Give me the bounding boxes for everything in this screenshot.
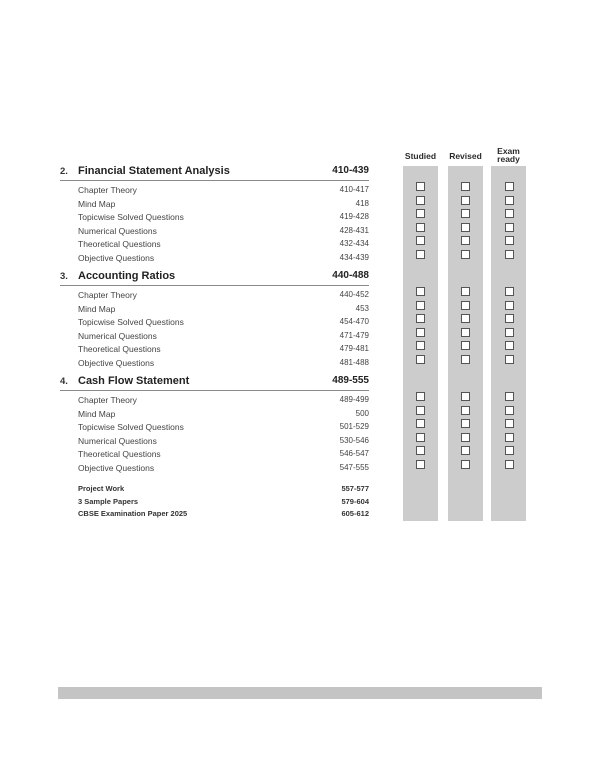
checkbox-revised[interactable] xyxy=(461,209,470,218)
checkbox-exam-ready[interactable] xyxy=(505,328,514,337)
checkbox-exam-ready[interactable] xyxy=(505,419,514,428)
extra-label: CBSE Examination Paper 2025 xyxy=(78,509,188,518)
list-item xyxy=(60,461,369,475)
checkbox-revised[interactable] xyxy=(461,392,470,401)
item-label: Topicwise Solved Questions xyxy=(78,317,184,327)
list-item xyxy=(60,288,369,302)
checkbox-exam-ready[interactable] xyxy=(505,433,514,442)
item-pages: 500 xyxy=(355,408,369,418)
footer-bar xyxy=(58,687,542,699)
checkbox-studied[interactable] xyxy=(416,287,425,296)
item-pages: 471-479 xyxy=(339,330,369,340)
checkbox-exam-ready[interactable] xyxy=(505,446,514,455)
chapter-title: Financial Statement Analysis xyxy=(78,165,230,177)
checkbox-exam-ready[interactable] xyxy=(505,250,514,259)
checkbox-exam-ready[interactable] xyxy=(505,182,514,191)
item-label: Topicwise Solved Questions xyxy=(78,422,184,432)
checkbox-revised[interactable] xyxy=(461,314,470,323)
list-item xyxy=(78,484,369,497)
checkbox-exam-ready[interactable] xyxy=(505,209,514,218)
item-label: Numerical Questions xyxy=(78,435,157,446)
checkbox-exam-ready[interactable] xyxy=(505,341,514,350)
chapter-section xyxy=(60,376,369,474)
checkbox-exam-ready[interactable] xyxy=(505,392,514,401)
checkbox-studied[interactable] xyxy=(416,250,425,259)
list-item xyxy=(60,197,369,211)
checkbox-exam-ready[interactable] xyxy=(505,301,514,310)
checkbox-studied[interactable] xyxy=(416,314,425,323)
list-item xyxy=(60,302,369,316)
item-label: Topicwise Solved Questions xyxy=(78,212,184,222)
list-item xyxy=(60,329,369,343)
chapter-heading xyxy=(60,376,369,391)
column-header-exam-ready xyxy=(491,147,526,163)
list-item xyxy=(60,315,369,329)
list-item xyxy=(78,509,369,522)
chapter-title: Accounting Ratios xyxy=(78,270,176,282)
checkbox-exam-ready[interactable] xyxy=(505,355,514,364)
item-label: Theoretical Questions xyxy=(78,449,161,459)
extra-pages: 579-604 xyxy=(341,496,369,506)
checkbox-studied[interactable] xyxy=(416,328,425,337)
checkbox-exam-ready[interactable] xyxy=(505,314,514,323)
checkbox-studied[interactable] xyxy=(416,301,425,310)
list-item xyxy=(60,342,369,356)
checkbox-studied[interactable] xyxy=(416,392,425,401)
checkbox-revised[interactable] xyxy=(461,460,470,469)
checkbox-exam-ready[interactable] xyxy=(505,196,514,205)
item-label: Mind Map xyxy=(78,408,116,419)
chapter-number: 2. xyxy=(60,166,68,177)
checkbox-studied[interactable] xyxy=(416,236,425,245)
item-pages: 530-546 xyxy=(339,435,369,445)
item-label: Numerical Questions xyxy=(78,225,157,236)
extra-label: Project Work xyxy=(78,484,125,493)
chapter-heading xyxy=(60,271,369,286)
checkbox-revised[interactable] xyxy=(461,223,470,232)
item-label: Chapter Theory xyxy=(78,185,137,195)
list-item xyxy=(60,407,369,421)
checkbox-exam-ready[interactable] xyxy=(505,460,514,469)
checkbox-revised[interactable] xyxy=(461,236,470,245)
checkbox-revised[interactable] xyxy=(461,406,470,415)
item-label: Objective Questions xyxy=(78,252,155,263)
item-label: Chapter Theory xyxy=(78,395,137,405)
list-item xyxy=(60,420,369,434)
chapter-number: 4. xyxy=(60,376,68,387)
checkbox-revised[interactable] xyxy=(461,355,470,364)
checkbox-revised[interactable] xyxy=(461,446,470,455)
item-pages: 432-434 xyxy=(339,239,369,248)
extra-pages: 557-577 xyxy=(341,484,369,493)
checkbox-revised[interactable] xyxy=(461,433,470,442)
checkbox-studied[interactable] xyxy=(416,406,425,415)
chapter-title: Cash Flow Statement xyxy=(78,375,190,387)
list-item xyxy=(60,183,369,197)
checkbox-revised[interactable] xyxy=(461,196,470,205)
list-item xyxy=(60,447,369,461)
checkbox-exam-ready[interactable] xyxy=(505,223,514,232)
item-label: Chapter Theory xyxy=(78,290,137,300)
item-pages: 489-499 xyxy=(339,395,369,404)
chapter-section xyxy=(60,271,369,369)
item-pages: 440-452 xyxy=(339,290,369,299)
item-pages: 547-555 xyxy=(339,462,369,472)
checkbox-revised[interactable] xyxy=(461,250,470,259)
checkbox-revised[interactable] xyxy=(461,328,470,337)
list-item xyxy=(60,393,369,407)
column-header-revised: Revised xyxy=(449,151,482,161)
list-item xyxy=(60,210,369,224)
extra-pages: 605-612 xyxy=(341,509,369,518)
column-header-exam-line2: ready xyxy=(497,154,520,164)
checkbox-revised[interactable] xyxy=(461,287,470,296)
checkbox-studied[interactable] xyxy=(416,341,425,350)
chapter-section xyxy=(60,166,369,264)
checkbox-studied[interactable] xyxy=(416,196,425,205)
list-item xyxy=(60,434,369,448)
item-pages: 501-529 xyxy=(339,422,369,431)
chapter-pages: 489-555 xyxy=(332,375,369,386)
checkbox-studied[interactable] xyxy=(416,433,425,442)
checkbox-revised[interactable] xyxy=(461,419,470,428)
item-label: Theoretical Questions xyxy=(78,239,161,249)
list-item xyxy=(60,356,369,370)
item-pages: 434-439 xyxy=(339,252,369,262)
item-label: Mind Map xyxy=(78,303,116,314)
column-header-studied: Studied xyxy=(404,151,437,161)
chapter-pages: 410-439 xyxy=(332,165,369,176)
item-pages: 454-470 xyxy=(339,317,369,326)
checkbox-exam-ready[interactable] xyxy=(505,236,514,245)
item-pages: 428-431 xyxy=(339,225,369,235)
extra-label: 3 Sample Papers xyxy=(78,496,139,506)
checkbox-studied[interactable] xyxy=(416,355,425,364)
list-item xyxy=(60,251,369,265)
column-header-exam-line1: Exam xyxy=(497,146,520,156)
checkbox-revised[interactable] xyxy=(461,301,470,310)
checkbox-revised[interactable] xyxy=(461,182,470,191)
item-pages: 481-488 xyxy=(339,357,369,367)
checkbox-exam-ready[interactable] xyxy=(505,406,514,415)
checkbox-studied[interactable] xyxy=(416,446,425,455)
item-label: Objective Questions xyxy=(78,357,155,368)
extras-list xyxy=(78,484,369,522)
item-pages: 419-428 xyxy=(339,212,369,221)
checkbox-studied[interactable] xyxy=(416,460,425,469)
checkbox-exam-ready[interactable] xyxy=(505,287,514,296)
chapter-heading xyxy=(60,166,369,181)
item-label: Objective Questions xyxy=(78,462,155,473)
list-item xyxy=(60,224,369,238)
checkbox-studied[interactable] xyxy=(416,419,425,428)
chapter-pages: 440-488 xyxy=(332,270,369,281)
list-item xyxy=(78,497,369,510)
checkbox-studied[interactable] xyxy=(416,182,425,191)
item-pages: 410-417 xyxy=(339,185,369,194)
checkbox-studied[interactable] xyxy=(416,223,425,232)
item-label: Theoretical Questions xyxy=(78,344,161,354)
chapter-number: 3. xyxy=(60,271,68,282)
item-label: Numerical Questions xyxy=(78,330,157,341)
checkbox-revised[interactable] xyxy=(461,341,470,350)
item-pages: 418 xyxy=(355,198,369,208)
list-item xyxy=(60,237,369,251)
checkbox-studied[interactable] xyxy=(416,209,425,218)
item-pages: 479-481 xyxy=(339,344,369,353)
item-label: Mind Map xyxy=(78,198,116,209)
item-pages: 546-547 xyxy=(339,449,369,458)
item-pages: 453 xyxy=(355,303,369,313)
